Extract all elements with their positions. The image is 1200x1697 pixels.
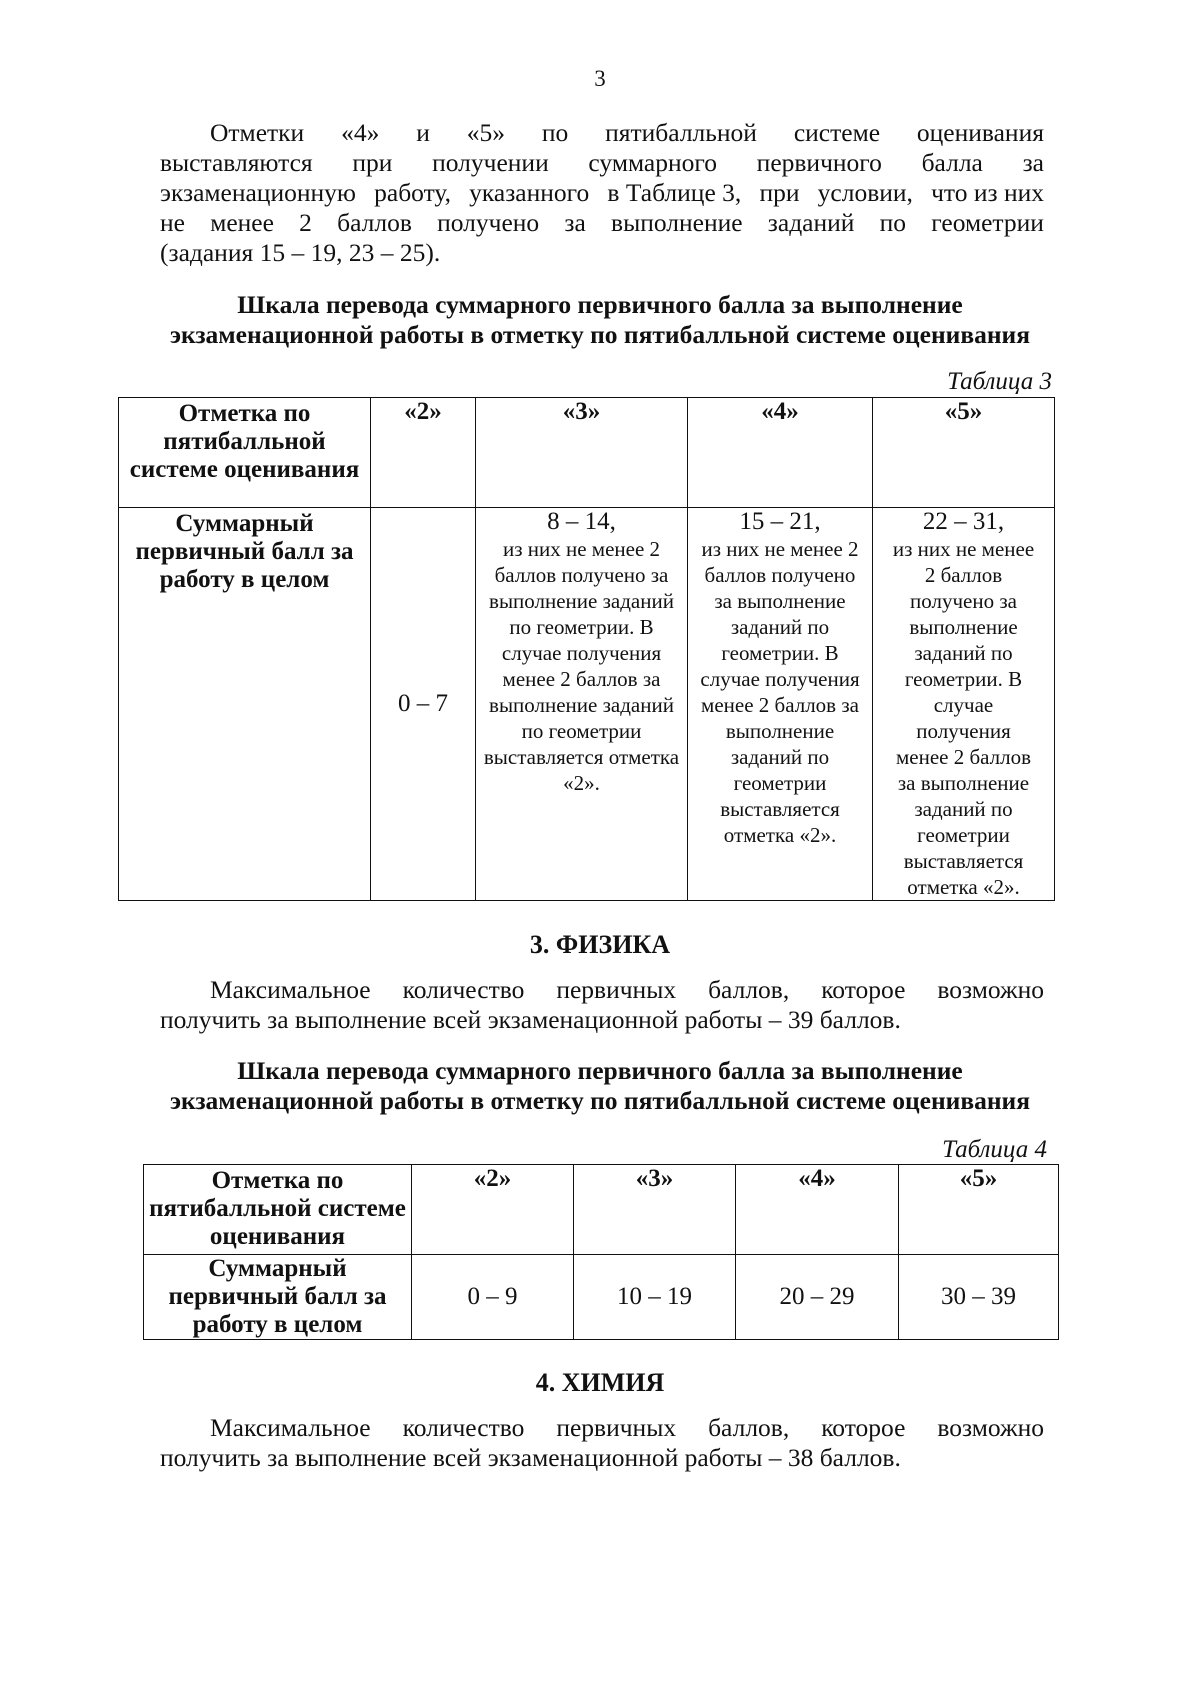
table3-header-row bbox=[119, 398, 1055, 508]
intro-line-2: выставляются при получении суммарного первичного балла за bbox=[160, 148, 1044, 177]
table4-grade-5: «5» bbox=[899, 1165, 1059, 1255]
table4-caption: Таблица 4 bbox=[942, 1136, 1047, 1163]
intro-line-3: экзаменационную работу, указанного в Таблице 3, при условии, что из них bbox=[160, 178, 1044, 207]
table3 bbox=[118, 397, 1055, 901]
table3-cell-grade-3 bbox=[476, 508, 688, 901]
table3-grade-5: «5» bbox=[873, 398, 1055, 508]
table4-grade-3: «3» bbox=[574, 1165, 736, 1255]
table3-range-grade-3: 8 – 14, bbox=[547, 508, 616, 535]
table3-grade-4: «4» bbox=[688, 398, 873, 508]
table3-range-grade-5: 22 – 31, bbox=[922, 508, 1005, 535]
table4-score-row bbox=[144, 1255, 1059, 1340]
chemistry-paragraph bbox=[160, 1413, 1044, 1473]
table3-grade-2: «2» bbox=[371, 398, 476, 508]
scale-heading-2: Шкала перевода суммарного первичного балла за выполнение экзаменационной работы в отметку по пятибалльной системе оценивания bbox=[169, 1056, 1031, 1115]
physics-line-1: Максимальное количество первичных баллов, которое возможно bbox=[210, 975, 1044, 1004]
intro-line-5: (задания 15 – 19, 23 – 25). bbox=[160, 238, 441, 267]
table4-range-grade-4: 20 – 29 bbox=[736, 1255, 899, 1340]
physics-line-2: получить за выполнение всей экзаменационной работы – 39 баллов. bbox=[160, 1005, 901, 1034]
table4-range-grade-3: 10 – 19 bbox=[574, 1255, 736, 1340]
table4-grade-2: «2» bbox=[412, 1165, 574, 1255]
chemistry-line-2: получить за выполнение всей экзаменационной работы – 38 баллов. bbox=[160, 1443, 901, 1472]
table4-range-grade-2: 0 – 9 bbox=[412, 1255, 574, 1340]
chemistry-title: 4. ХИМИЯ bbox=[535, 1368, 665, 1397]
table3-row1-label: Отметка по пятибалльной системе оценивания bbox=[119, 398, 371, 508]
chemistry-line-1: Максимальное количество первичных баллов, которое возможно bbox=[210, 1413, 1044, 1442]
table4-row2-label: Суммарный первичный балл за работу в целом bbox=[144, 1255, 412, 1340]
table3-caption: Таблица 3 bbox=[947, 368, 1052, 395]
table3-row2-label: Суммарный первичный балл за работу в целом bbox=[119, 508, 371, 901]
table3-cell-grade-5 bbox=[873, 508, 1055, 901]
physics-title: 3. ФИЗИКА bbox=[529, 930, 671, 959]
table3-note-grade-5: из них не менее 2 баллов получено за выполнение заданий по геометрии. В случае получения менее 2 баллов за выполнение заданий по геометрии выставляется отметка «2». bbox=[892, 537, 1035, 899]
table3-range-grade-2: 0 – 7 bbox=[371, 508, 476, 901]
table3-range-grade-4: 15 – 21, bbox=[739, 508, 821, 535]
intro-line-4: не менее 2 баллов получено за выполнение заданий по геометрии bbox=[160, 208, 1044, 237]
page-number: 3 bbox=[594, 66, 606, 91]
table4-range-grade-5: 30 – 39 bbox=[899, 1255, 1059, 1340]
intro-paragraph bbox=[160, 118, 1044, 268]
table3-score-row bbox=[119, 508, 1055, 901]
table4-grade-4: «4» bbox=[736, 1165, 899, 1255]
scale-heading-1: Шкала перевода суммарного первичного балла за выполнение экзаменационной работы в отметку по пятибалльной системе оценивания bbox=[169, 290, 1031, 349]
table3-grade-3: «3» bbox=[476, 398, 688, 508]
table3-note-grade-4: из них не менее 2 баллов получено за выполнение заданий по геометрии. В случае получения менее 2 баллов за выполнение заданий по геометрии выставляется отметка «2». bbox=[700, 537, 860, 847]
table4-header-row bbox=[144, 1165, 1059, 1255]
intro-line-1: Отметки «4» и «5» по пятибалльной системе оценивания bbox=[210, 118, 1044, 147]
table3-cell-grade-4 bbox=[688, 508, 873, 901]
table4 bbox=[143, 1164, 1059, 1340]
physics-paragraph bbox=[160, 975, 1044, 1035]
table4-row1-label: Отметка по пятибалльной системе оценивания bbox=[144, 1165, 412, 1255]
table3-note-grade-3: из них не менее 2 баллов получено за выполнение заданий по геометрии. В случае получения менее 2 баллов за выполнение заданий по геометрии выставляется отметка «2». bbox=[483, 537, 680, 795]
